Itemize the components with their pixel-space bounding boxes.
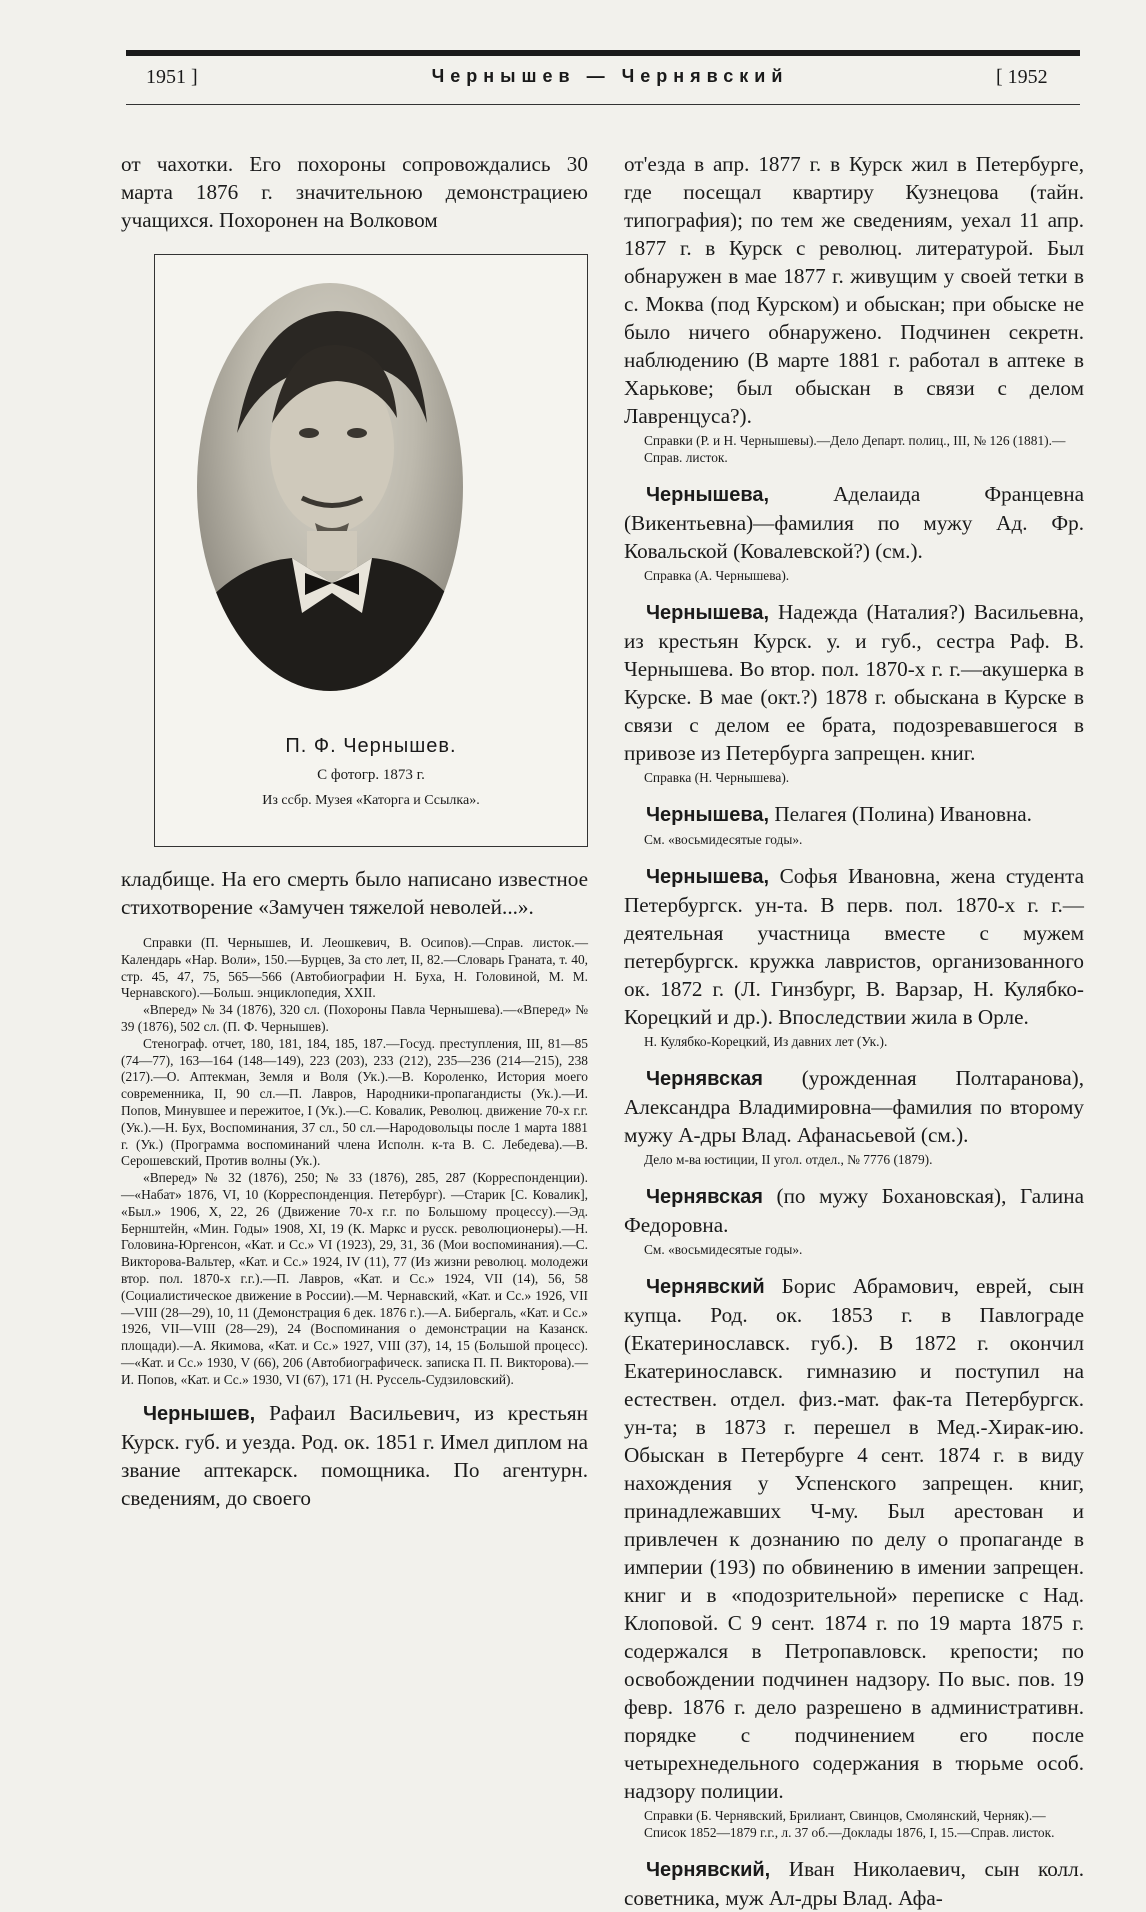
entry-chernyavskaya-galina — [624, 1182, 1084, 1239]
entry-text: Борис Абрамович, еврей, сын купца. Род. ок. 1853 г. в Павлограде (Екатеринославск. губ.). В 1872 г. окончил Екатеринославск. гимназию и поступил на естествен. отдел. физ.-мат. фак-та Петербургск. ун-та; в 1873 г. перешел в Мед.-Хирак-ию. Обыскан в Петербурге 4 сент. 1874 г. в виду нахождения у Успенского запрещен. книг, принадлежавших Ч-му. Был арестован и привлечен к дознанию по делу о пропаганде в империи (193) по обвинению в имении запрещен. книг и в «подозрительной» переписке с Над. Клоповой. С 9 сент. 1874 г. по 19 марта 1875 г. содержался в Петропавловск. крепости; по освобождении подчинен надзору. По выс. пов. 19 февр. 1876 г. дело разрешено в административн. порядке с подчинением его после четырехнедельного содержания в тюрьме особ. надзору полиции. — [624, 1274, 1085, 1803]
entry-chernyshev-rafail — [121, 1399, 588, 1512]
paragraph: от'езда в апр. 1877 г. в Курск жил в Петербурге, где посещал квартиру Кузнецова (тайн. типография); по тем же сведениям, уехал 11 апр. 1877 г. в Курск с революц. литературой. Был обнаружен в мае 1877 г. живущим у своей тетки в с. Моква (под Курском) и обыскан; при обыске не было ничего обнаружено. Подчинен секретн. наблюдению (В марте 1881 г. работал в аптеке в Харькове; был обыскан в связи с делом Лавренцуса?). — [624, 152, 1084, 428]
references: «Вперед» № 32 (1876), 250; № 33 (1876), 285, 287 (Корреспонденции).—«Набат» 1876, VI, 10 (Корреспонденция. Петербург). —Старик [С. Ковалик], «Был.» 1906, X, 22, 26 (Движение 70-х г.г. по Большому процессу).—Эд. Бернштейн, «Мин. Годы» 1908, XI, 19 (К. Маркс и русск. революционеры).—Н. Головина-Юргенсон, «Кат. и Сс.» VI (1923), 29, 31, 36 (Мои воспоминания).—С. Викторова-Вальтер, «Кат. и Сс.» 1924, IV (11), 77 (Из жизни революц. молодежи втор. пол. 1870-х г.г.).—П. Лавров, «Кат. и Сс.» 1924, VII (14), 56, 58 (Социалистическое движение в России).—М. Чернавский, «Кат. и Сс.» 1926, VII—VIII (28—29), 10, 11 (Демонстрация 6 дек. 1876 г.).—А. Бибергаль, «Кат. и Сс.» 1926, VII—VIII (28—29), 24 (Воспоминания о демонстрации на Казанск. площади).—А. Якимова, «Кат. и Сс.» 1927, VIII (37), 14, 15 (Большой процесс).—«Кат. и Сс.» 1930, V (66), 206 (Автобиографическ. записка П. П. Викторова).—И. Попов, «Кат. и Сс.» 1930, VI (67), 171 (Н. Руссель-Судзиловский). — [121, 1170, 588, 1387]
entry-text: Рафаил Васильевич, из крестьян Курск. губ. и уезда. Род. ок. 1851 г. Имел диплом на звание аптекарск. помощника. По агентурн. сведениям, до своего — [121, 1400, 588, 1510]
entry-text: (по мужу Бохановская), Галина Федоровна. — [624, 1184, 1084, 1237]
photo-caption-source: Из ссбр. Музея «Каторга и Ссылка». — [262, 793, 480, 808]
entry-sources: См. «восьмидесятые годы». — [644, 832, 803, 847]
header-rule-bottom — [126, 104, 1080, 105]
entry-sources: Справка (А. Чернышева). — [644, 568, 790, 583]
entry-sources: Н. Кулябко-Корецкий, Из давних лет (Ук.). — [644, 1034, 888, 1049]
entry-sources: Справки (Б. Чернявский, Брилиант, Свинцов, Смолянский, Черняк).—Список 1852—1879 г.г., л. 37 об.—Доклады 1876, I, 15.—Справ. листок. — [644, 1808, 1055, 1840]
header-rule-top — [126, 50, 1080, 56]
entry-headword: Чернявский — [646, 1276, 765, 1298]
entry-chernysheva-nadezhda — [624, 598, 1084, 767]
entry-text: (урожденная Полтаранова), Александра Владимировна—фамилия по второму мужу А-дры Влад. Афанасьевой (см.). — [624, 1066, 1085, 1147]
entry-headword: Чернышева, — [646, 484, 770, 506]
entry-text: Пелагея (Полина) Ивановна. — [774, 802, 1032, 826]
entry-headword: Чернявская — [646, 1068, 763, 1090]
portrait-frame — [154, 254, 588, 847]
entry-chernysheva-sofya — [624, 862, 1084, 1031]
entry-headword: Чернявская — [646, 1186, 763, 1208]
entry-headword: Чернышева, — [646, 804, 770, 826]
entry-headword: Чернышев, — [143, 1402, 256, 1425]
references: Стенограф. отчет, 180, 181, 184, 185, 187.—Госуд. преступления, III, 81—85 (74—77), 163—164 (148—149), 223 (203), 233 (212), 235—236 (214—215), 238 (217).—О. Аптекман, Земля и Воля (Ук.).—В. Короленко, История моего современника, II, 90 сл.—П. Лавров, Народники-пропагандисты (Ук.).—И. Попов, Минувшее и пережитое, I (Ук.).—С. Ковалик, Революц. движение 70-х г.г. (Ук.).—Н. Бух, Воспоминания, 37 сл., 50 сл.—Народовольцы после 1 марта 1881 г. (Ук.) (Программа воспоминаний члена Исполн. к-та В. С. Лебедева).—В. Серошевский, Против волны (Ук.). — [121, 1035, 588, 1169]
references: «Вперед» № 34 (1876), 320 сл. (Похороны Павла Чернышева).—«Вперед» № 39 (1876), 502 сл. (П. Ф. Чернышев). — [121, 1002, 588, 1034]
left-column — [121, 150, 588, 1512]
entry-chernysheva-adelaida — [624, 480, 1084, 565]
paragraph: кладбище. На его смерть было написано известное стихотворение «Замучен тяжелой неволей...». — [121, 867, 588, 919]
entry-headword: Чернышева, — [646, 602, 770, 624]
entry-chernyavskaya-aleksandra — [624, 1064, 1084, 1149]
entry-chernyavsky-ivan — [624, 1855, 1084, 1912]
portrait-illustration — [197, 283, 463, 691]
entry-sources: Справки (Р. и Н. Чернышевы).—Дело Департ. полиц., III, № 126 (1881).—Справ. листок. — [644, 433, 1066, 465]
entry-headword: Чернышева, — [646, 866, 770, 888]
photo-caption-date: С фотогр. 1873 г. — [317, 767, 425, 783]
entry-text: Аделаида Францевна (Викентьевна)—фамилия по мужу Ад. Фр. Ковальской (Ковалевской?) (см.). — [624, 482, 1084, 563]
entry-sources: Дело м-ва юстиции, II угол. отдел., № 7776 (1879). — [644, 1152, 933, 1167]
right-column — [624, 150, 1084, 1912]
entry-text: Софья Ивановна, жена студента Петербургск. ун-та. В перв. пол. 1870-х г. г.—деятельная участница вместе с мужем петербургск. кружка лавристов, организованного ок. 1872 г. (Л. Гинзбург, В. Варзар, Н. Кулябко-Корецкий и др.). Впоследствии жила в Орле. — [624, 864, 1084, 1029]
entry-headword: Чернявский, — [646, 1859, 771, 1881]
entry-text: Надежда (Наталия?) Васильевна, из крестьян Курск. у. и губ., сестра Раф. В. Чернышева. Во втор. пол. 1870-х г. г.—акушерка в Курске. В мае (окт.?) 1878 г. обыскана в Курске в связи с делом ее брата, подозревавшегося в привозе из Петербурга запрещен. книг. — [624, 600, 1084, 765]
entry-text: Иван Николаевич, сын колл. советника, муж Ал-дры Влад. Афа- — [624, 1857, 1085, 1910]
entry-chernysheva-pelageya — [624, 800, 1084, 829]
paragraph: от чахотки. Его похороны сопровождались 30 марта 1876 г. значительною демонстрациею учащихся. Похоронен на Волковом — [121, 152, 588, 232]
entry-chernyavsky-boris — [624, 1272, 1084, 1805]
references: Справки (П. Чернышев, И. Леошкевич, В. Осипов).—Справ. листок.—Календарь «Нар. Воли», 150.—Бурцев, За сто лет, II, 82.—Словарь Граната, т. 40, стр. 45, 47, 75, 565—566 (Автобиографии Н. Буха, Н. Головиной, М. М. Чернавского).—Больш. энциклопедия, XXII. — [121, 935, 588, 1001]
portrait-photo — [197, 283, 463, 691]
entry-sources: См. «восьмидесятые годы». — [644, 1242, 803, 1257]
column-number-left: 1951 ] — [146, 66, 198, 88]
running-title: Чернышев — Чернявский — [431, 66, 789, 86]
entry-sources: Справка (Н. Чернышева). — [644, 770, 790, 785]
photo-caption-name: П. Ф. Чернышев. — [285, 735, 457, 757]
column-number-right: [ 1952 — [996, 66, 1048, 88]
